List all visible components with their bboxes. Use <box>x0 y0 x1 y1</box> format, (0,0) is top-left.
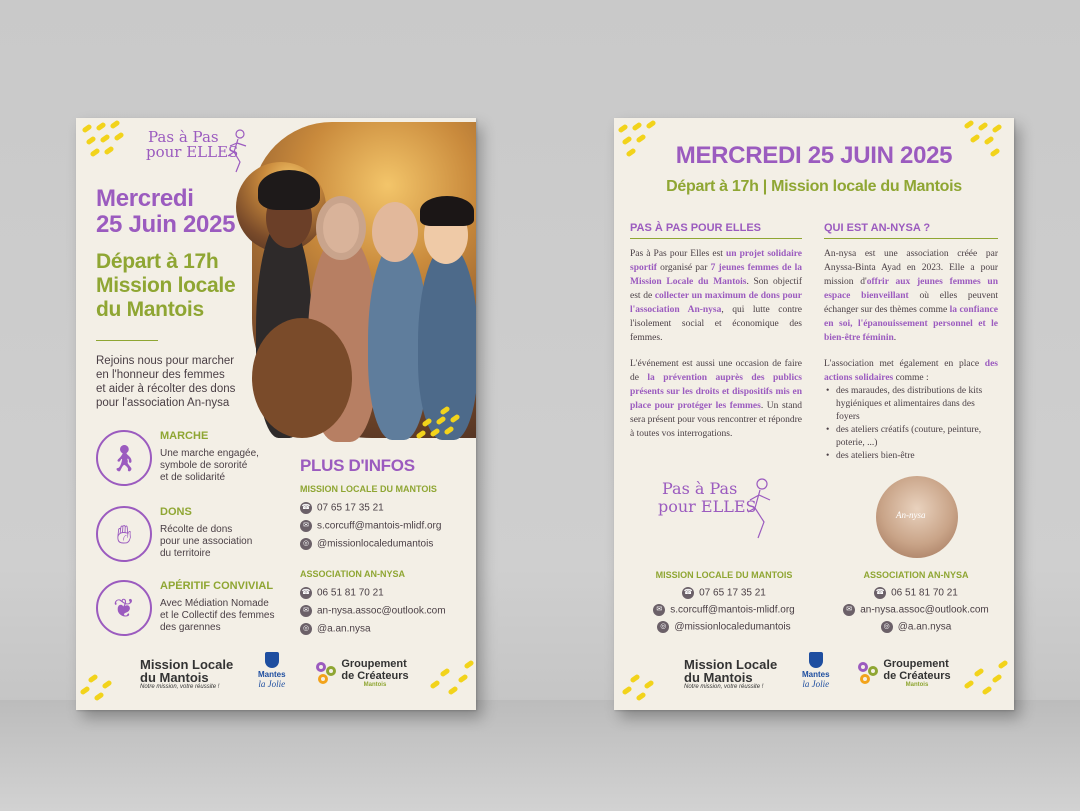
ml-tagline: Notre mission, votre réussite ! <box>140 684 220 690</box>
text-run: . Son objectif est de <box>630 277 802 301</box>
list-item: • des ateliers créatifs (couture, peinture, poterie, ...) <box>824 424 998 450</box>
section-title: PAS À PAS POUR ELLES <box>630 222 762 234</box>
highlight-run: un projet solidaire sportif <box>630 249 802 273</box>
org-name: MISSION LOCALE DU MANTOIS <box>655 570 793 580</box>
divider <box>630 238 802 239</box>
mantes-logo <box>258 652 286 689</box>
instagram-handle: @missionlocaledumantois <box>674 621 791 633</box>
yellow-dashes-decoration <box>964 658 1012 698</box>
email-address: s.corcuff@mantois-mlidf.org <box>317 520 442 532</box>
logo-line1: Pas à Pas <box>148 128 219 146</box>
feature-aperitif <box>96 580 326 640</box>
logo-line2: pour ELLES <box>658 497 757 516</box>
gears-icon <box>316 662 338 684</box>
email-address: an-nysa.assoc@outlook.com <box>860 604 989 616</box>
text-run: , qui lutte contre l'isolement social et économique des femmes. <box>630 305 802 343</box>
section-an-nysa <box>824 222 998 463</box>
feature-line: pour une association <box>160 536 253 547</box>
contact-mission-locale <box>634 570 814 633</box>
highlight-run: offrir aux jeunes femmes un espace bienveillant <box>824 277 999 301</box>
ml-line1: Mission Locale <box>684 657 778 672</box>
women-group-photo <box>252 122 476 438</box>
phone-contact[interactable] <box>826 587 1006 599</box>
date-day: 25 Juin 2025 <box>96 211 236 238</box>
event-date <box>96 186 235 238</box>
runner-icon <box>220 126 260 176</box>
divider <box>96 340 158 341</box>
highlight-run: collecter un maximum de dons pour l'association An-nysa <box>630 291 802 315</box>
flyer-front <box>76 118 476 710</box>
yellow-dashes-decoration <box>80 666 128 706</box>
logo-line1: Pas à Pas <box>662 479 738 498</box>
section-paragraph <box>824 357 998 385</box>
gc-line1: Groupement <box>883 658 949 670</box>
logo-line2: pour ELLES <box>146 143 239 161</box>
mantes-logo <box>802 652 830 689</box>
feature-line: Avec Médiation Nomade <box>160 598 269 609</box>
text-run: . Un stand sera présent pour vous rencontrer et répondre à toutes vos interrogations. <box>630 401 802 439</box>
instagram-handle: @a.an.nysa <box>317 623 371 635</box>
intro-line: en l'honneur des femmes <box>96 369 225 381</box>
text-run: L'association met également en place <box>824 359 985 369</box>
highlight-run: 7 jeunes femmes de la Mission Locale du Mantois <box>630 263 802 287</box>
text-run: où elles peuvent échanger sur des thèmes comme <box>824 291 998 315</box>
mission-locale-logo <box>140 658 233 690</box>
mantes-sub: la Jolie <box>258 679 286 689</box>
ml-line2: du Mantois <box>684 670 753 685</box>
contact-an-nysa <box>826 570 1006 633</box>
depart-time: Départ à 17h <box>96 250 219 273</box>
donation-hand-icon: ✋︎ <box>96 506 152 562</box>
event-location <box>96 250 235 322</box>
text-run: comme : <box>893 373 929 383</box>
intro-line: Rejoins nous pour marcher <box>96 355 235 367</box>
instagram-icon: ◎ <box>300 538 312 550</box>
instagram-icon: ◎ <box>881 621 893 633</box>
email-icon: ✉ <box>843 604 855 616</box>
contact-an-nysa <box>300 569 446 635</box>
phone-number: 07 65 17 35 21 <box>317 502 384 514</box>
mantes-name: Mantes <box>802 670 830 679</box>
groupement-logo <box>316 658 409 688</box>
org-name: ASSOCIATION AN-NYSA <box>300 569 406 579</box>
gc-line2: de Créateurs <box>883 670 951 682</box>
info-title: PLUS D'INFOS <box>300 456 415 475</box>
text-run: . <box>893 333 897 343</box>
mantes-sub: la Jolie <box>802 679 830 689</box>
feature-line: des garennes <box>160 622 221 633</box>
phone-contact[interactable] <box>634 587 814 599</box>
section-paragraph <box>630 247 802 345</box>
event-location: Départ à 17h | Mission locale du Mantois <box>666 178 962 195</box>
phone-number: 06 51 81 70 21 <box>891 587 958 599</box>
cupcake-icon: ❦ <box>96 580 152 636</box>
feature-line: symbole de sororité <box>160 460 248 471</box>
phone-icon: ☎ <box>874 587 886 599</box>
email-address: an-nysa.assoc@outlook.com <box>317 605 446 617</box>
phone-icon: ☎ <box>300 587 312 599</box>
date-weekday: Mercredi <box>96 185 194 212</box>
phone-number: 06 51 81 70 21 <box>317 587 384 599</box>
instagram-contact[interactable] <box>300 623 446 635</box>
pas-a-pas-logo <box>146 130 256 160</box>
section-paragraph <box>630 357 802 441</box>
list-item: • des ateliers bien-être <box>824 450 998 463</box>
phone-icon: ☎ <box>682 587 694 599</box>
intro-line: et aider à récolter des dons <box>96 383 236 395</box>
mission-locale-logo <box>684 658 777 690</box>
feature-text <box>160 448 300 484</box>
section-pas-a-pas <box>630 222 802 441</box>
phone-number: 07 65 17 35 21 <box>699 587 766 599</box>
instagram-handle: @a.an.nysa <box>897 621 952 633</box>
org-name: ASSOCIATION AN-NYSA <box>863 570 969 580</box>
email-icon: ✉ <box>300 520 312 532</box>
instagram-handle: @missionlocaledumantois <box>317 538 434 550</box>
text-run: L'événement est aussi une occasion de faire de <box>630 359 802 383</box>
walking-person-icon: 🚶︎ <box>96 430 152 486</box>
location-line1: Mission locale <box>96 274 236 297</box>
instagram-icon: ◎ <box>300 623 312 635</box>
phone-contact[interactable] <box>300 502 441 514</box>
gc-line1: Groupement <box>341 658 407 670</box>
highlight-run: la prévention auprès des publics présents sur les droits et dispositifs mis en place pour protéger les femmes <box>630 373 802 411</box>
contact-mission-locale <box>300 484 441 550</box>
feature-line: Une marche engagée, <box>160 448 259 459</box>
feature-line: Récolte de dons <box>160 524 233 535</box>
mantes-name: Mantes <box>258 670 286 679</box>
shield-icon <box>809 652 823 668</box>
yellow-dashes-decoration <box>430 658 476 698</box>
text-run: organisé par <box>656 263 711 273</box>
text-run: Pas à Pas pour Elles est <box>630 249 726 259</box>
email-address: s.corcuff@mantois-mlidf.org <box>670 604 795 616</box>
phone-icon: ☎ <box>300 502 312 514</box>
flyer-back <box>614 118 1014 710</box>
intro-line: pour l'association An-nysa <box>96 397 230 409</box>
groupement-logo <box>858 658 951 688</box>
feature-marche <box>96 430 326 490</box>
divider <box>824 238 998 239</box>
list-item: • des maraudes, des distributions de kits hygiéniques et alimentaires dans des foyers <box>824 385 998 424</box>
ml-tagline: Notre mission, votre réussite ! <box>684 684 764 690</box>
instagram-contact[interactable] <box>634 621 814 633</box>
ml-line1: Mission Locale <box>140 657 234 672</box>
email-contact[interactable] <box>300 520 441 532</box>
text-run: An-nysa est une association créée par Anyssa-Binta Ayad en 2023. Elle a pour mission d' <box>824 249 998 287</box>
feature-line: et le Collectif des femmes <box>160 610 275 621</box>
location-line2: du Mantois <box>96 298 204 321</box>
shield-icon <box>265 652 279 668</box>
feature-title: APÉRITIF CONVIVIAL <box>160 580 274 592</box>
org-name: MISSION LOCALE DU MANTOIS <box>300 484 437 494</box>
feature-title: MARCHE <box>160 430 209 442</box>
pas-a-pas-logo <box>658 480 788 516</box>
email-contact[interactable] <box>634 604 814 616</box>
highlight-run: des actions solidaires <box>824 359 998 383</box>
an-nysa-logo <box>876 476 958 558</box>
event-date: MERCREDI 25 JUIN 2025 <box>675 142 953 169</box>
feature-line: et de solidarité <box>160 472 226 483</box>
phone-contact[interactable] <box>300 587 446 599</box>
email-contact[interactable] <box>300 605 446 617</box>
feature-line: du territoire <box>160 548 211 559</box>
highlight-run: la confiance en soi, l'épanouissement personnel et le bien-être féminin <box>824 305 998 343</box>
an-nysa-script: An-nysa <box>896 510 926 520</box>
instagram-contact[interactable] <box>300 538 441 550</box>
instagram-contact[interactable] <box>826 621 1006 633</box>
feature-text <box>160 524 300 560</box>
feature-dons <box>96 506 326 566</box>
section-paragraph <box>824 247 998 345</box>
actions-list <box>824 385 998 463</box>
email-icon: ✉ <box>653 604 665 616</box>
section-title: QUI EST AN-NYSA ? <box>824 222 931 234</box>
runner-icon <box>740 476 786 546</box>
email-contact[interactable] <box>826 604 1006 616</box>
feature-text <box>160 598 300 634</box>
wall-floor-background <box>0 700 1080 811</box>
yellow-dashes-decoration <box>82 122 130 162</box>
gears-icon <box>858 662 880 684</box>
gc-sub: Mantois <box>905 682 929 688</box>
instagram-icon: ◎ <box>657 621 669 633</box>
ml-line2: du Mantois <box>140 670 209 685</box>
feature-title: DONS <box>160 506 192 518</box>
yellow-dashes-decoration <box>622 666 670 706</box>
yellow-dashes-decoration <box>416 408 464 448</box>
gc-sub: Mantois <box>363 682 387 688</box>
gc-line2: de Créateurs <box>341 670 409 682</box>
email-icon: ✉ <box>300 605 312 617</box>
